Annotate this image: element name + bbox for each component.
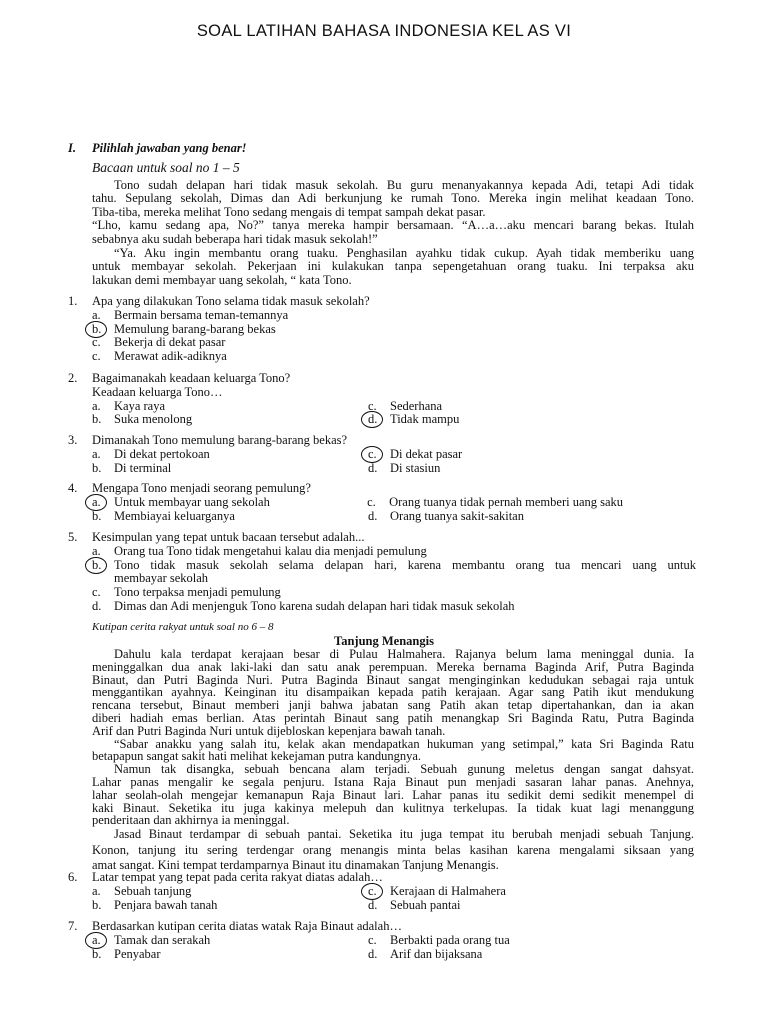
question-6 <box>68 871 696 912</box>
reading-line: lakukan demi membayar uang sekolah, “ kata Tono. <box>92 272 352 287</box>
reading-line: tahu. Sepulang sekolah, Dimas dan Adi berkunjung ke rumah Tono. Mereka ingin melihat keadaan Tono. <box>92 191 694 206</box>
option-text: Kerajaan di Halmahera <box>390 883 506 898</box>
option-text: Tono tidak masuk sekolah selama delapan hari, karena membantu orang tua mencari uang untuk <box>114 557 696 572</box>
reading-line: Tono sudah delapan hari tidak masuk sekolah. Bu guru menanyakannya kepada Adi, tetapi Adi tidak <box>114 178 694 192</box>
option-text-continued: membayar sekolah <box>114 571 209 586</box>
option-letter: b. <box>92 323 114 337</box>
option-letter: b. <box>92 897 102 912</box>
question-text: Dimanakah Tono memulung barang-barang bekas? <box>92 433 348 447</box>
reading-line: Tiba-tiba, mereka melihat Tono sedang mengais di tempat sampah dekat pasar. <box>92 204 486 219</box>
question-2 <box>68 372 696 427</box>
option-text: Tamak dan serakah <box>114 932 211 947</box>
option-text: Bekerja di dekat pasar <box>114 335 226 350</box>
option-letter: d. <box>368 946 378 961</box>
option-b[interactable] <box>92 510 368 524</box>
question-number: 7. <box>68 919 78 933</box>
reading-line: sebabnya aku sudah beberapa hari tidak masuk sekolah!” <box>92 231 378 246</box>
option-letter: c. <box>368 932 377 947</box>
story-line: diberi hadiah emas berlian. Atas perintah Binaut sang patih menangkap Sri Baginda Ratu, Putra Baginda <box>92 710 694 725</box>
option-text: Membiayai keluarganya <box>114 508 235 523</box>
option-d[interactable] <box>368 899 644 913</box>
reading-line: untuk membayar sekolah. Pekerjaan ini kulakukan tanpa sepengetahuan orang tuaku. Ini terpaksa aku <box>92 259 694 274</box>
option-text: Suka menolong <box>114 412 193 427</box>
question-number: 1. <box>68 294 78 308</box>
option-d[interactable] <box>368 510 644 524</box>
option-d[interactable] <box>92 350 696 364</box>
question-text: Latar tempat yang tepat pada cerita rakyat diatas adalah… <box>92 870 383 884</box>
option-b[interactable] <box>92 899 368 913</box>
option-c[interactable] <box>367 496 696 510</box>
option-text: Penjara bawah tanah <box>114 897 218 912</box>
option-c[interactable] <box>92 586 696 600</box>
question-3 <box>68 434 696 475</box>
story-line: penderitaan dan akhirnya ia meninggal. <box>92 813 290 828</box>
option-b-continued <box>92 572 696 586</box>
option-b[interactable] <box>92 323 696 337</box>
option-text: Sederhana <box>390 398 443 413</box>
question-text: Kesimpulan yang tepat untuk bacaan tersebut adalah... <box>92 530 365 544</box>
option-text: Sebuah tanjung <box>114 883 192 898</box>
story-line: Lahar panas mengalir ke segala penjuru. Istana Raja Binaut pun menjadi sasaran lahar panas. Anehnya, <box>92 774 694 789</box>
option-text: Tono terpaksa menjadi pemulung <box>114 585 281 600</box>
option-letter: d. <box>92 598 102 613</box>
option-letter: b. <box>92 412 102 427</box>
option-letter: c. <box>368 398 377 413</box>
option-b[interactable] <box>92 462 368 476</box>
option-d[interactable] <box>368 413 644 427</box>
option-a[interactable] <box>92 885 368 899</box>
option-text: Untuk membayar uang sekolah <box>114 494 270 509</box>
option-b[interactable] <box>92 948 368 962</box>
option-a[interactable] <box>92 934 368 948</box>
question-7 <box>68 920 696 961</box>
option-letter: c. <box>368 885 390 899</box>
option-letter: c. <box>367 494 376 509</box>
question-5 <box>68 531 696 614</box>
question-subtext: Keadaan keluarga Tono… <box>92 384 223 399</box>
story-line: betapapun sangat sakit hati melihat kekejaman putra kandungnya. <box>92 749 422 764</box>
option-text: Di stasiun <box>390 460 441 475</box>
story-line: meninggalkan dua anak laki-laki dan satu anak perempuan. Mereka bernama Baginda Arif, Putra Baginda <box>92 659 694 674</box>
option-b[interactable] <box>92 559 696 573</box>
option-text: Kaya raya <box>114 398 166 413</box>
question-text: Bagaimanakah keadaan keluarga Tono? <box>92 371 291 385</box>
reading-line: “Lho, kamu sedang apa, No?” tanya mereka hampir bersamaan. “A…a…aku mencari barang bekas. Itulah <box>92 218 694 233</box>
answer-circle-mark <box>85 557 107 574</box>
option-c[interactable] <box>92 336 696 350</box>
option-a[interactable] <box>92 496 367 510</box>
option-d[interactable] <box>368 462 644 476</box>
reading-passage <box>92 179 694 287</box>
option-letter: a. <box>92 543 101 558</box>
option-text: Di dekat pasar <box>390 446 463 461</box>
question-4 <box>68 482 696 523</box>
option-letter: c. <box>92 335 101 350</box>
option-c[interactable] <box>368 934 644 948</box>
story-line: Jasad Binaut terdampar di sebuah pantai. Seketika itu juga tempat itu berubah menjadi sebuah Tanjung. <box>114 827 694 842</box>
story-line: kaki Binaut. Seketika itu juga kakinya melepuh dan kulitnya terkelupas. Ia tidak kuat lagi menanggung <box>92 800 694 815</box>
option-letter: b. <box>92 460 102 475</box>
option-letter: d. <box>368 897 378 912</box>
story-line: Arif dan Putri Baginda Nuri untuk dijebloskan kepenjara bawah tanah. <box>92 723 446 738</box>
option-text: Orang tuanya sakit-sakitan <box>390 508 524 523</box>
story-line: “Sabar anakku yang salah itu, kelak akan mendapatkan hukuman yang setimpal,” kata Sri Baginda Ratu <box>114 736 694 751</box>
option-text: Arif dan bijaksana <box>390 946 483 961</box>
option-letter: b. <box>92 946 102 961</box>
option-text: Dimas dan Adi menjenguk Tono karena sudah delapan hari tidak masuk sekolah <box>114 598 515 613</box>
page-title: SOAL LATIHAN BAHASA INDONESIA KEL AS VI <box>196 22 572 40</box>
option-b[interactable] <box>92 413 368 427</box>
story-line: Dahulu kala terdapat kerajaan besar di Pulau Halmahera. Rajanya belum lama meninggal dunia. Ia <box>114 647 694 661</box>
question-text: Berdasarkan kutipan cerita diatas watak Raja Binaut adalah… <box>92 919 402 933</box>
option-text: Orang tuanya tidak pernah memberi uang saku <box>389 494 624 509</box>
option-a[interactable] <box>92 448 368 462</box>
option-c[interactable] <box>368 400 644 414</box>
reading-heading: Bacaan untuk soal no 1 – 5 <box>92 160 240 175</box>
option-letter: a. <box>92 398 101 413</box>
question-1 <box>68 295 696 364</box>
option-text: Merawat adik-adiknya <box>114 349 227 364</box>
option-text: Orang tua Tono tidak mengetahui kalau dia menjadi pemulung <box>114 543 427 558</box>
option-letter: a. <box>92 307 101 322</box>
option-letter: b. <box>92 559 114 573</box>
option-letter: c. <box>92 585 101 600</box>
option-d[interactable] <box>92 600 696 614</box>
option-a[interactable] <box>92 309 696 323</box>
answer-circle-mark <box>361 411 383 428</box>
story-line: amat sangat. Kini tempat terdamparnya Binaut itu dinamakan Tanjung Menangis. <box>92 858 499 873</box>
option-a[interactable] <box>92 545 696 559</box>
story-line: Binaut, dan Putri Baginda Nuri. Putra Baginda Binaut sangat menginginkan kedudukan sebagai raja untuk <box>92 672 694 687</box>
option-letter: c. <box>92 349 101 364</box>
option-letter: a. <box>92 446 101 461</box>
option-text: Bermain bersama teman-temannya <box>114 307 289 322</box>
option-letter: d. <box>368 413 390 427</box>
option-text: Di terminal <box>114 460 172 475</box>
question-number: 3. <box>68 433 78 447</box>
story-title: Tanjung Menangis <box>334 634 434 648</box>
option-letter: b. <box>92 508 102 523</box>
story-line: Namun tak disangka, sebuah bencana alam terjadi. Sebuah gunung meletus dengan sangat dahsyat. <box>114 762 694 777</box>
option-letter: d. <box>368 508 378 523</box>
option-letter: a. <box>92 934 114 948</box>
option-d[interactable] <box>368 948 644 962</box>
story-passage <box>92 648 694 874</box>
question-number: 4. <box>68 481 78 495</box>
reading-line: “Ya. Aku ingin membantu orang tuaku. Penghasilan ayahku tidak cukup. Ayah tidak memberiku uang <box>114 246 694 261</box>
story-line: lahar seolah-olah mengejar kemanapun Raja Binaut lari. Lahar panas itu sedikit demi sedikit menempel di <box>92 787 694 802</box>
option-c[interactable] <box>368 448 644 462</box>
question-text: Apa yang dilakukan Tono selama tidak masuk sekolah? <box>92 294 370 308</box>
section-number: I. <box>68 141 76 155</box>
question-number: 2. <box>68 371 78 385</box>
option-letter: a. <box>92 496 114 510</box>
option-text: Memulung barang-barang bekas <box>114 321 276 336</box>
section-instruction-text: Pilihlah jawaban yang benar! <box>92 141 247 155</box>
question-number: 6. <box>68 870 78 884</box>
option-letter: d. <box>368 460 378 475</box>
story-line: Konon, tanjung itu sering terdengar orang menangis minta belas kasihan karena mengalami siksaan yang <box>92 842 694 857</box>
option-a[interactable] <box>92 400 368 414</box>
option-c[interactable] <box>368 885 644 899</box>
story-heading: Kutipan cerita rakyat untuk soal no 6 – 8 <box>92 621 274 633</box>
option-text: Di dekat pertokoan <box>114 446 210 461</box>
option-text: Tidak mampu <box>390 412 460 427</box>
option-text: Berbakti pada orang tua <box>390 932 510 947</box>
section-instruction <box>68 141 247 156</box>
story-line: menggantikan ayahnya. Keinginan itu disampaikan kepada patih kerajaan. Agar sang Patih ikut mendukung <box>92 685 694 700</box>
option-letter: a. <box>92 883 101 898</box>
option-text: Sebuah pantai <box>390 897 461 912</box>
option-letter: c. <box>368 448 390 462</box>
story-line: rencana tersebut, Binaut memberi janji bahwa jabatan sang Patih akan tetap dipertahankan, dan ia akan <box>92 698 694 713</box>
option-text: Penyabar <box>114 946 161 961</box>
question-text: Mengapa Tono menjadi seorang pemulung? <box>92 481 311 495</box>
question-number: 5. <box>68 530 78 544</box>
